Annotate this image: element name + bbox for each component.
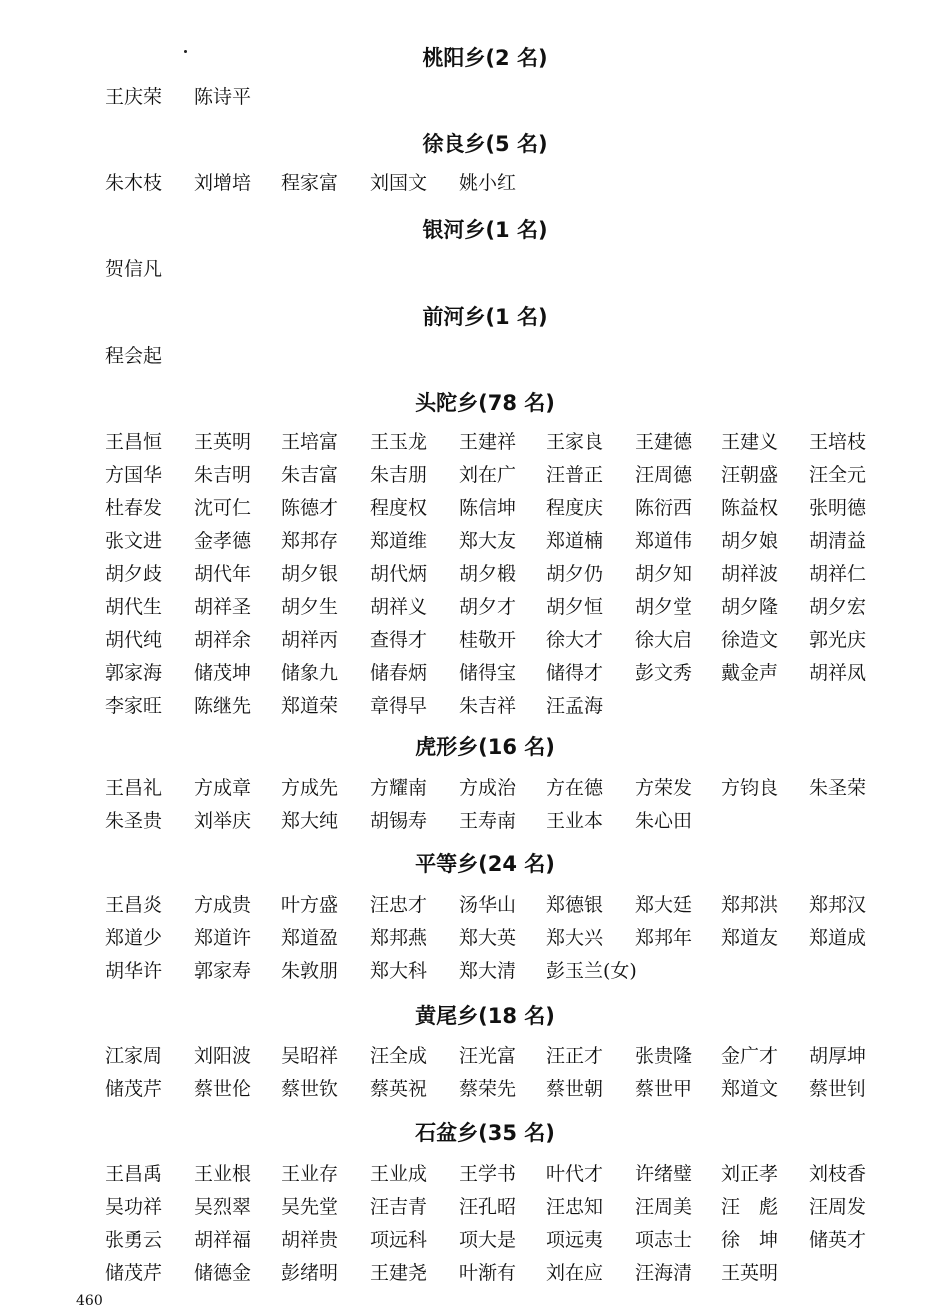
person-name: 胡祥贵 bbox=[281, 1229, 339, 1251]
person-name: 胡锡寿 bbox=[370, 810, 428, 832]
person-name: 刘正孝 bbox=[721, 1163, 779, 1185]
person-name: 汪全成 bbox=[370, 1045, 428, 1067]
person-name: 王培枝 bbox=[809, 431, 867, 453]
person-name: 金广才 bbox=[721, 1045, 779, 1067]
person-name: 王玉龙 bbox=[370, 431, 428, 453]
person-name: 汪 彪 bbox=[721, 1196, 779, 1218]
person-name: 郑道成 bbox=[809, 927, 867, 949]
person-name: 刘在应 bbox=[546, 1262, 604, 1284]
section-heading: 桃阳乡(2 名) bbox=[422, 46, 548, 70]
person-name: 汪周美 bbox=[635, 1196, 693, 1218]
person-name: 刘阳波 bbox=[194, 1045, 252, 1067]
person-name: 杜春发 bbox=[105, 497, 163, 519]
person-name: 王英明 bbox=[721, 1262, 779, 1284]
person-name: 汪正才 bbox=[546, 1045, 604, 1067]
person-name: 彭文秀 bbox=[635, 662, 693, 684]
person-name: 姚小红 bbox=[459, 172, 517, 194]
section-heading: 头陀乡(78 名) bbox=[415, 391, 555, 415]
person-name: 郑大英 bbox=[459, 927, 517, 949]
person-name: 刘增培 bbox=[194, 172, 252, 194]
person-name: 储茂芹 bbox=[105, 1262, 163, 1284]
person-name: 郑道楠 bbox=[546, 530, 604, 552]
person-name: 王建祥 bbox=[459, 431, 517, 453]
person-name: 郑邦洪 bbox=[721, 894, 779, 916]
person-name: 郭家寿 bbox=[194, 960, 252, 982]
person-name: 胡夕隆 bbox=[721, 596, 779, 618]
person-name: 张明德 bbox=[809, 497, 867, 519]
person-name: 郑道伟 bbox=[635, 530, 693, 552]
person-name: 陈继先 bbox=[194, 695, 252, 717]
person-name: 王家良 bbox=[546, 431, 604, 453]
person-name: 项远科 bbox=[370, 1229, 428, 1251]
person-name: 王英明 bbox=[194, 431, 252, 453]
person-name: 王昌禹 bbox=[105, 1163, 163, 1185]
person-name: 叶渐有 bbox=[459, 1262, 517, 1284]
person-name: 郑大友 bbox=[459, 530, 517, 552]
person-name: 储茂坤 bbox=[194, 662, 252, 684]
person-name: 王建德 bbox=[635, 431, 693, 453]
section-heading: 银河乡(1 名) bbox=[422, 218, 548, 242]
person-name: 蔡世伦 bbox=[194, 1078, 252, 1100]
person-name: 郑大科 bbox=[370, 960, 428, 982]
person-name: 蔡世甲 bbox=[635, 1078, 693, 1100]
person-name: 胡祥仁 bbox=[809, 563, 867, 585]
person-name: 彭绪明 bbox=[281, 1262, 339, 1284]
person-name: 王业存 bbox=[281, 1163, 339, 1185]
person-name: 郑道文 bbox=[721, 1078, 779, 1100]
person-name: 陈益权 bbox=[721, 497, 779, 519]
person-name: 蔡荣先 bbox=[459, 1078, 517, 1100]
person-name: 郑德银 bbox=[546, 894, 604, 916]
person-name: 程度权 bbox=[370, 497, 428, 519]
person-name: 储得才 bbox=[546, 662, 604, 684]
person-name: 储春炳 bbox=[370, 662, 428, 684]
person-name: 胡祥圣 bbox=[194, 596, 252, 618]
person-name: 刘举庆 bbox=[194, 810, 252, 832]
person-name: 汤华山 bbox=[459, 894, 517, 916]
person-name: 汪普正 bbox=[546, 464, 604, 486]
person-name: 王培富 bbox=[281, 431, 339, 453]
person-name: 刘在广 bbox=[459, 464, 517, 486]
person-name: 胡华许 bbox=[105, 960, 163, 982]
person-name: 王建义 bbox=[721, 431, 779, 453]
person-name: 方成贵 bbox=[194, 894, 252, 916]
person-name: 胡代纯 bbox=[105, 629, 163, 651]
person-name: 胡祥余 bbox=[194, 629, 252, 651]
person-name: 方荣发 bbox=[635, 777, 693, 799]
person-name: 王庆荣 bbox=[105, 86, 163, 108]
person-name: 汪周德 bbox=[635, 464, 693, 486]
person-name: 胡代炳 bbox=[370, 563, 428, 585]
person-name: 王寿南 bbox=[459, 810, 517, 832]
person-name: 郑道荣 bbox=[281, 695, 339, 717]
person-name: 方成治 bbox=[459, 777, 517, 799]
person-name: 程会起 bbox=[105, 345, 163, 367]
person-name: 陈诗平 bbox=[194, 86, 252, 108]
section-heading: 石盆乡(35 名) bbox=[415, 1121, 555, 1145]
person-name: 朱吉祥 bbox=[459, 695, 517, 717]
person-name: 王业成 bbox=[370, 1163, 428, 1185]
person-name: 郭家海 bbox=[105, 662, 163, 684]
person-name: 陈衍西 bbox=[635, 497, 693, 519]
person-name: 张勇云 bbox=[105, 1229, 163, 1251]
person-name: 朱敦朋 bbox=[281, 960, 339, 982]
person-name: 郑邦年 bbox=[635, 927, 693, 949]
person-name: 胡夕仍 bbox=[546, 563, 604, 585]
person-name: 胡夕宏 bbox=[809, 596, 867, 618]
person-name: 项远夷 bbox=[546, 1229, 604, 1251]
person-name: 郑大廷 bbox=[635, 894, 693, 916]
person-name: 方耀南 bbox=[370, 777, 428, 799]
person-name: 郑邦汉 bbox=[809, 894, 867, 916]
person-name: 郑道许 bbox=[194, 927, 252, 949]
person-name: 郑道盈 bbox=[281, 927, 339, 949]
person-name: 王昌炎 bbox=[105, 894, 163, 916]
person-name: 郑道友 bbox=[721, 927, 779, 949]
person-name: 金孝德 bbox=[194, 530, 252, 552]
person-name: 储茂芹 bbox=[105, 1078, 163, 1100]
person-name: 郑大纯 bbox=[281, 810, 339, 832]
person-name: 彭玉兰(女) bbox=[546, 960, 637, 982]
person-name: 沈可仁 bbox=[194, 497, 252, 519]
person-name: 储得宝 bbox=[459, 662, 517, 684]
person-name: 方钧良 bbox=[721, 777, 779, 799]
person-name: 朱吉明 bbox=[194, 464, 252, 486]
person-name: 蔡英祝 bbox=[370, 1078, 428, 1100]
person-name: 胡夕恒 bbox=[546, 596, 604, 618]
person-name: 胡夕生 bbox=[281, 596, 339, 618]
person-name: 郑邦燕 bbox=[370, 927, 428, 949]
person-name: 储英才 bbox=[809, 1229, 867, 1251]
person-name: 徐造文 bbox=[721, 629, 779, 651]
person-name: 叶方盛 bbox=[281, 894, 339, 916]
person-name: 徐大启 bbox=[635, 629, 693, 651]
person-name: 胡夕娘 bbox=[721, 530, 779, 552]
person-name: 查得才 bbox=[370, 629, 428, 651]
section-heading: 前河乡(1 名) bbox=[422, 305, 548, 329]
person-name: 胡厚坤 bbox=[809, 1045, 867, 1067]
person-name: 蔡世钊 bbox=[809, 1078, 867, 1100]
person-name: 陈信坤 bbox=[459, 497, 517, 519]
person-name: 贺信凡 bbox=[105, 258, 163, 280]
person-name: 程家富 bbox=[281, 172, 339, 194]
person-name: 胡祥丙 bbox=[281, 629, 339, 651]
person-name: 胡代年 bbox=[194, 563, 252, 585]
person-name: 胡夕椴 bbox=[459, 563, 517, 585]
section-heading: 徐良乡(5 名) bbox=[422, 132, 548, 156]
person-name: 徐 坤 bbox=[721, 1229, 779, 1251]
person-name: 汪忠才 bbox=[370, 894, 428, 916]
person-name: 桂敬开 bbox=[459, 629, 517, 651]
section-heading: 黄尾乡(18 名) bbox=[415, 1004, 555, 1028]
person-name: 朱圣荣 bbox=[809, 777, 867, 799]
person-name: 储象九 bbox=[281, 662, 339, 684]
person-name: 胡夕堂 bbox=[635, 596, 693, 618]
person-name: 王业根 bbox=[194, 1163, 252, 1185]
person-name: 吴功祥 bbox=[105, 1196, 163, 1218]
person-name: 方在德 bbox=[546, 777, 604, 799]
person-name: 王昌恒 bbox=[105, 431, 163, 453]
person-name: 汪周发 bbox=[809, 1196, 867, 1218]
person-name: 朱圣贵 bbox=[105, 810, 163, 832]
person-name: 朱木枝 bbox=[105, 172, 163, 194]
person-name: 蔡世钦 bbox=[281, 1078, 339, 1100]
person-name: 胡清益 bbox=[809, 530, 867, 552]
person-name: 胡夕知 bbox=[635, 563, 693, 585]
section-heading: 虎形乡(16 名) bbox=[415, 735, 555, 759]
person-name: 吴烈翠 bbox=[194, 1196, 252, 1218]
person-name: 朱吉朋 bbox=[370, 464, 428, 486]
person-name: 胡祥波 bbox=[721, 563, 779, 585]
person-name: 汪孟海 bbox=[546, 695, 604, 717]
person-name: 吴先堂 bbox=[281, 1196, 339, 1218]
person-name: 项志士 bbox=[635, 1229, 693, 1251]
person-name: 刘枝香 bbox=[809, 1163, 867, 1185]
person-name: 汪全元 bbox=[809, 464, 867, 486]
person-name: 郑道少 bbox=[105, 927, 163, 949]
person-name: 江家周 bbox=[105, 1045, 163, 1067]
person-name: 李家旺 bbox=[105, 695, 163, 717]
person-name: 汪光富 bbox=[459, 1045, 517, 1067]
person-name: 胡祥义 bbox=[370, 596, 428, 618]
person-name: 汪吉青 bbox=[370, 1196, 428, 1218]
person-name: 吴昭祥 bbox=[281, 1045, 339, 1067]
person-name: 储德金 bbox=[194, 1262, 252, 1284]
section-heading: 平等乡(24 名) bbox=[415, 852, 555, 876]
person-name: 叶代才 bbox=[546, 1163, 604, 1185]
person-name: 程度庆 bbox=[546, 497, 604, 519]
person-name: 方国华 bbox=[105, 464, 163, 486]
person-name: 王昌礼 bbox=[105, 777, 163, 799]
person-name: 郭光庆 bbox=[809, 629, 867, 651]
person-name: 朱吉富 bbox=[281, 464, 339, 486]
person-name: 蔡世朝 bbox=[546, 1078, 604, 1100]
person-name: 胡祥凤 bbox=[809, 662, 867, 684]
person-name: 汪孔昭 bbox=[459, 1196, 517, 1218]
person-name: 郑道维 bbox=[370, 530, 428, 552]
person-name: 郑大兴 bbox=[546, 927, 604, 949]
person-name: 胡夕才 bbox=[459, 596, 517, 618]
person-name: 汪忠知 bbox=[546, 1196, 604, 1218]
person-name: 方成先 bbox=[281, 777, 339, 799]
person-name: 汪朝盛 bbox=[721, 464, 779, 486]
person-name: 项大是 bbox=[459, 1229, 517, 1251]
person-name: 胡代生 bbox=[105, 596, 163, 618]
person-name: 张文进 bbox=[105, 530, 163, 552]
person-name: 王业本 bbox=[546, 810, 604, 832]
person-name: 陈德才 bbox=[281, 497, 339, 519]
person-name: 胡夕银 bbox=[281, 563, 339, 585]
person-name: 许绪璧 bbox=[635, 1163, 693, 1185]
person-name: 汪海清 bbox=[635, 1262, 693, 1284]
person-name: 刘国文 bbox=[370, 172, 428, 194]
person-name: 王建尧 bbox=[370, 1262, 428, 1284]
page-number: 460 bbox=[76, 1293, 103, 1309]
person-name: 胡祥福 bbox=[194, 1229, 252, 1251]
person-name: 方成章 bbox=[194, 777, 252, 799]
person-name: 郑大清 bbox=[459, 960, 517, 982]
person-name: 王学书 bbox=[459, 1163, 517, 1185]
person-name: 张贵隆 bbox=[635, 1045, 693, 1067]
person-name: 徐大才 bbox=[546, 629, 604, 651]
person-name: 朱心田 bbox=[635, 810, 693, 832]
person-name: 郑邦存 bbox=[281, 530, 339, 552]
person-name: 戴金声 bbox=[721, 662, 779, 684]
person-name: 章得早 bbox=[370, 695, 428, 717]
person-name: 胡夕歧 bbox=[105, 563, 163, 585]
